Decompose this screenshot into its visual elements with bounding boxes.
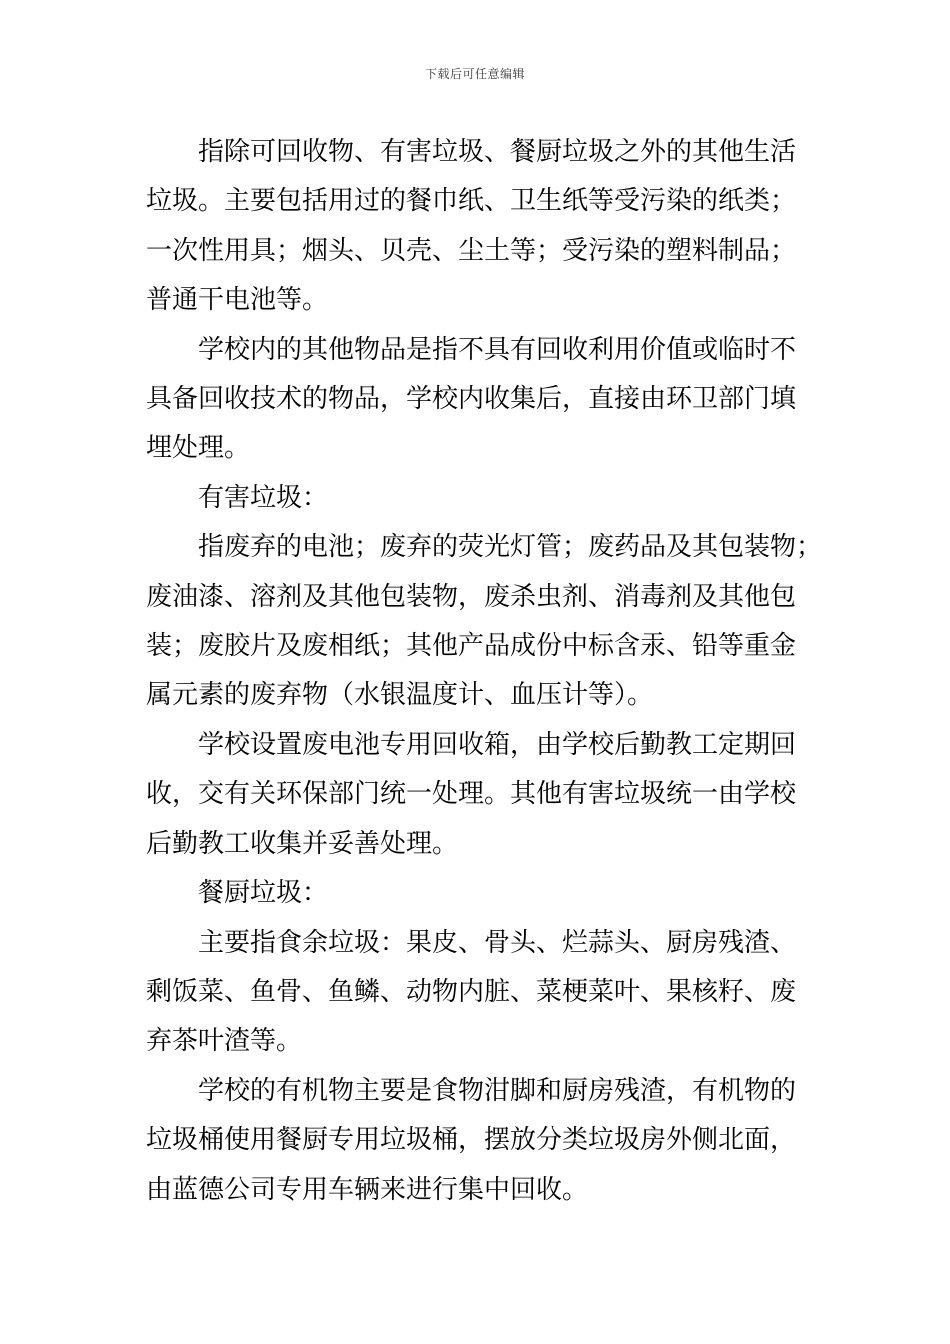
paragraph-other-waste-definition bbox=[146, 128, 836, 326]
text-line: 具备回收技术的物品，学校内收集后，直接由环卫部门填 bbox=[146, 384, 797, 415]
text-line: 由蓝德公司专用车辆来进行集中回收。 bbox=[146, 1174, 589, 1205]
paragraph-kitchen-waste-definition bbox=[146, 919, 836, 1067]
text-line: 学校内的其他物品是指不具有回收利用价值或临时不 bbox=[198, 334, 797, 365]
text-line: 垃圾。主要包括用过的餐巾纸、卫生纸等受污染的纸类； bbox=[146, 186, 797, 217]
text-line: 垃圾桶使用餐厨专用垃圾桶，摆放分类垃圾房外侧北面， bbox=[146, 1125, 797, 1156]
text-line: 餐厨垃圾： bbox=[198, 878, 329, 909]
text-line: 后勤教工收集并妥善处理。 bbox=[146, 828, 459, 859]
text-line: 学校的有机物主要是食物泔脚和厨房残渣，有机物的 bbox=[198, 1075, 797, 1106]
text-line: 一次性用具；烟头、贝壳、尘土等；受污染的塑料制品； bbox=[146, 235, 797, 266]
text-line: 指废弃的电池；废弃的荧光灯管；废药品及其包装物； bbox=[198, 532, 823, 563]
text-line: 收，交有关环保部门统一处理。其他有害垃圾统一由学校 bbox=[146, 779, 797, 810]
text-line: 属元素的废弃物（水银温度计、血压计等）。 bbox=[146, 680, 654, 711]
text-line: 指除可回收物、有害垃圾、餐厨垃圾之外的其他生活 bbox=[198, 137, 797, 167]
text-line: 弃茶叶渣等。 bbox=[146, 1026, 303, 1057]
heading-kitchen-waste bbox=[146, 869, 836, 918]
text-line: 剩饭菜、鱼骨、鱼鳞、动物内脏、菜梗菜叶、果核籽、废 bbox=[146, 976, 797, 1007]
text-line: 有害垃圾： bbox=[198, 482, 329, 513]
text-line: 埋处理。 bbox=[146, 433, 251, 464]
paragraph-hazardous-waste-definition bbox=[146, 523, 836, 721]
heading-hazardous-waste bbox=[146, 474, 836, 523]
download-note: 下载后可任意编辑 bbox=[424, 67, 525, 81]
text-line: 主要指食余垃圾：果皮、骨头、烂蒜头、厨房残渣、 bbox=[198, 927, 797, 958]
text-line: 普通干电池等。 bbox=[146, 285, 329, 316]
text-line: 学校设置废电池专用回收箱，由学校后勤教工定期回 bbox=[198, 729, 797, 760]
document-body bbox=[146, 128, 836, 1215]
paragraph-other-waste-handling bbox=[146, 326, 836, 474]
paragraph-hazardous-waste-handling bbox=[146, 721, 836, 869]
text-line: 装；废胶片及废相纸；其他产品成份中标含汞、铅等重金 bbox=[146, 631, 797, 662]
text-line: 废油漆、溶剂及其他包装物，废杀虫剂、消毒剂及其他包 bbox=[146, 581, 797, 612]
paragraph-kitchen-waste-handling bbox=[146, 1067, 836, 1215]
